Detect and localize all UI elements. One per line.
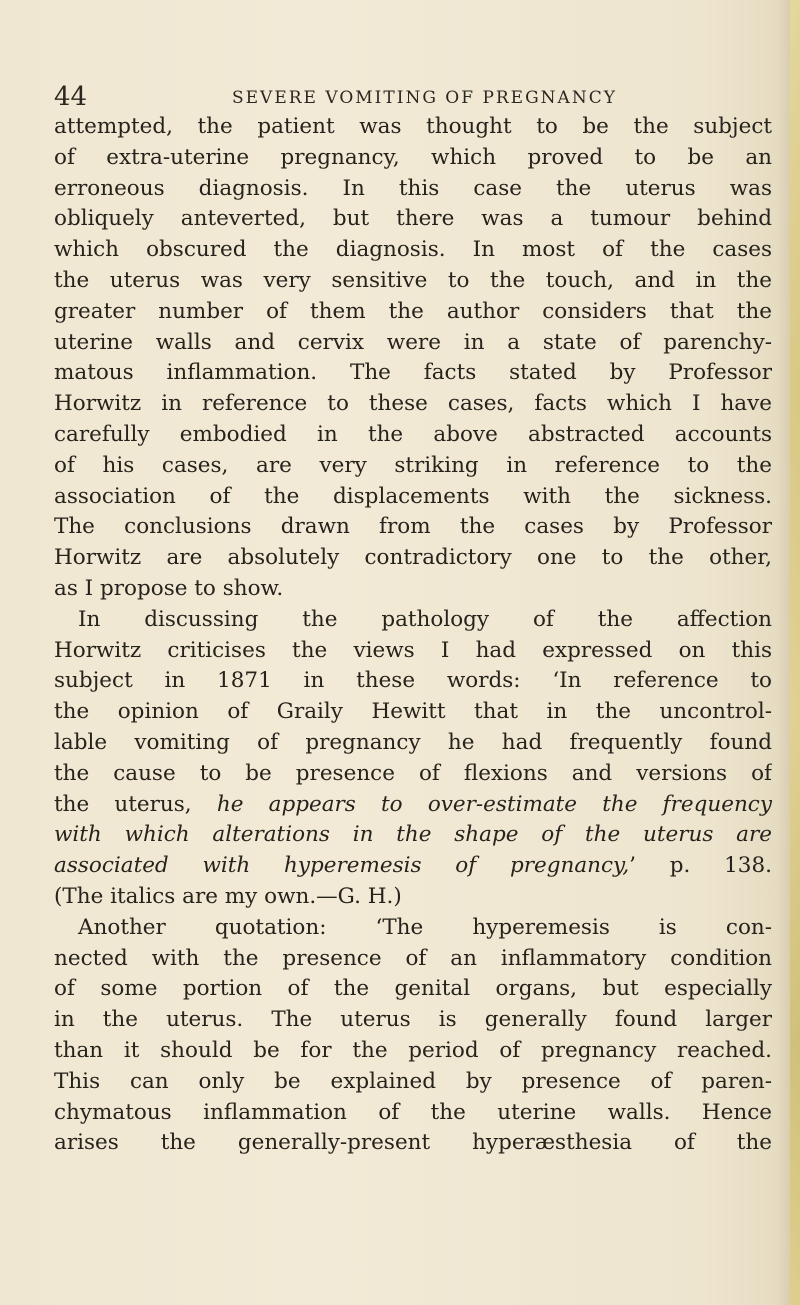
text-line-24-italic: with which alterations in the shape of the uterus are [54, 822, 772, 848]
page-number: 44 [54, 82, 88, 112]
text-line-3: erroneous diagnosis. In this case the uterus was [54, 175, 772, 201]
text-line-10: Horwitz in reference to these cases, facts which I have [54, 391, 772, 417]
text-line-23-roman: the uterus, [54, 791, 192, 817]
text-line-11: carefully embodied in the above abstracted accounts [54, 421, 772, 447]
text-line-32: This can only be explained by presence of paren- [54, 1068, 772, 1094]
text-line-18: Horwitz criticises the views I had expressed on this [54, 637, 772, 663]
text-line-8: uterine walls and cervix were in a state of parenchy- [54, 329, 772, 355]
text-line-17: In discussing the pathology of the affection [78, 606, 772, 632]
text-line-13: association of the displacements with the sickness. [54, 483, 772, 509]
text-line-6: the uterus was very sensitive to the touch, and in the [54, 267, 772, 293]
text-line-2: of extra-uterine pregnancy, which proved to be an [54, 144, 772, 170]
text-line-24 [54, 820, 772, 851]
text-line-1: attempted, the patient was thought to be the subject [54, 114, 772, 139]
text-line-7: greater number of them the author considers that the [54, 298, 772, 324]
text-line-25 [54, 851, 772, 882]
text-line-25-italic: associated with hyperemesis of pregnancy, [54, 853, 630, 879]
text-line-16: as I propose to show. [54, 575, 284, 601]
text-line-5: which obscured the diagnosis. In most of the cases [54, 237, 772, 263]
text-line-20: the opinion of Graily Hewitt that in the uncontrol- [54, 699, 772, 725]
text-line-12: of his cases, are very striking in reference to the [54, 452, 772, 478]
text-line-25-roman: ’ p. 138. [629, 853, 772, 879]
text-line-4: obliquely anteverted, but there was a tumour behind [54, 206, 772, 232]
text-line-33: chymatous inflammation of the uterine walls. Hence [54, 1099, 772, 1125]
text-line-30: in the uterus. The uterus is generally found larger [54, 1007, 772, 1033]
running-title: SEVERE VOMITING OF PREGNANCY [232, 88, 617, 108]
text-line-28: nected with the presence of an inflammatory condition [54, 945, 772, 971]
text-line-14: The conclusions drawn from the cases by Professor [54, 514, 772, 540]
text-line-23-italic: he appears to over-estimate the frequency [216, 791, 772, 817]
text-line-29: of some portion of the genital organs, but especially [54, 976, 772, 1002]
text-line-34: arises the generally-present hyperæsthesia of the [54, 1130, 772, 1156]
text-line-15: Horwitz are absolutely contradictory one to the other, [54, 545, 772, 571]
body-text [54, 112, 772, 1159]
text-line-26: (The italics are my own.—G. H.) [54, 883, 402, 909]
text-line-22: the cause to be presence of flexions and versions of [54, 760, 772, 786]
text-line-9: matous inflammation. The facts stated by Professor [54, 360, 772, 386]
text-line-27: Another quotation: ‘The hyperemesis is con- [78, 914, 772, 940]
text-line-19: subject in 1871 in these words: ‘In reference to [54, 668, 772, 694]
text-line-23 [54, 790, 772, 821]
running-header [50, 80, 750, 114]
text-line-31: than it should be for the period of pregnancy reached. [54, 1037, 772, 1063]
page-edge-strip [790, 0, 800, 1305]
text-line-21: lable vomiting of pregnancy he had frequently found [54, 729, 772, 755]
